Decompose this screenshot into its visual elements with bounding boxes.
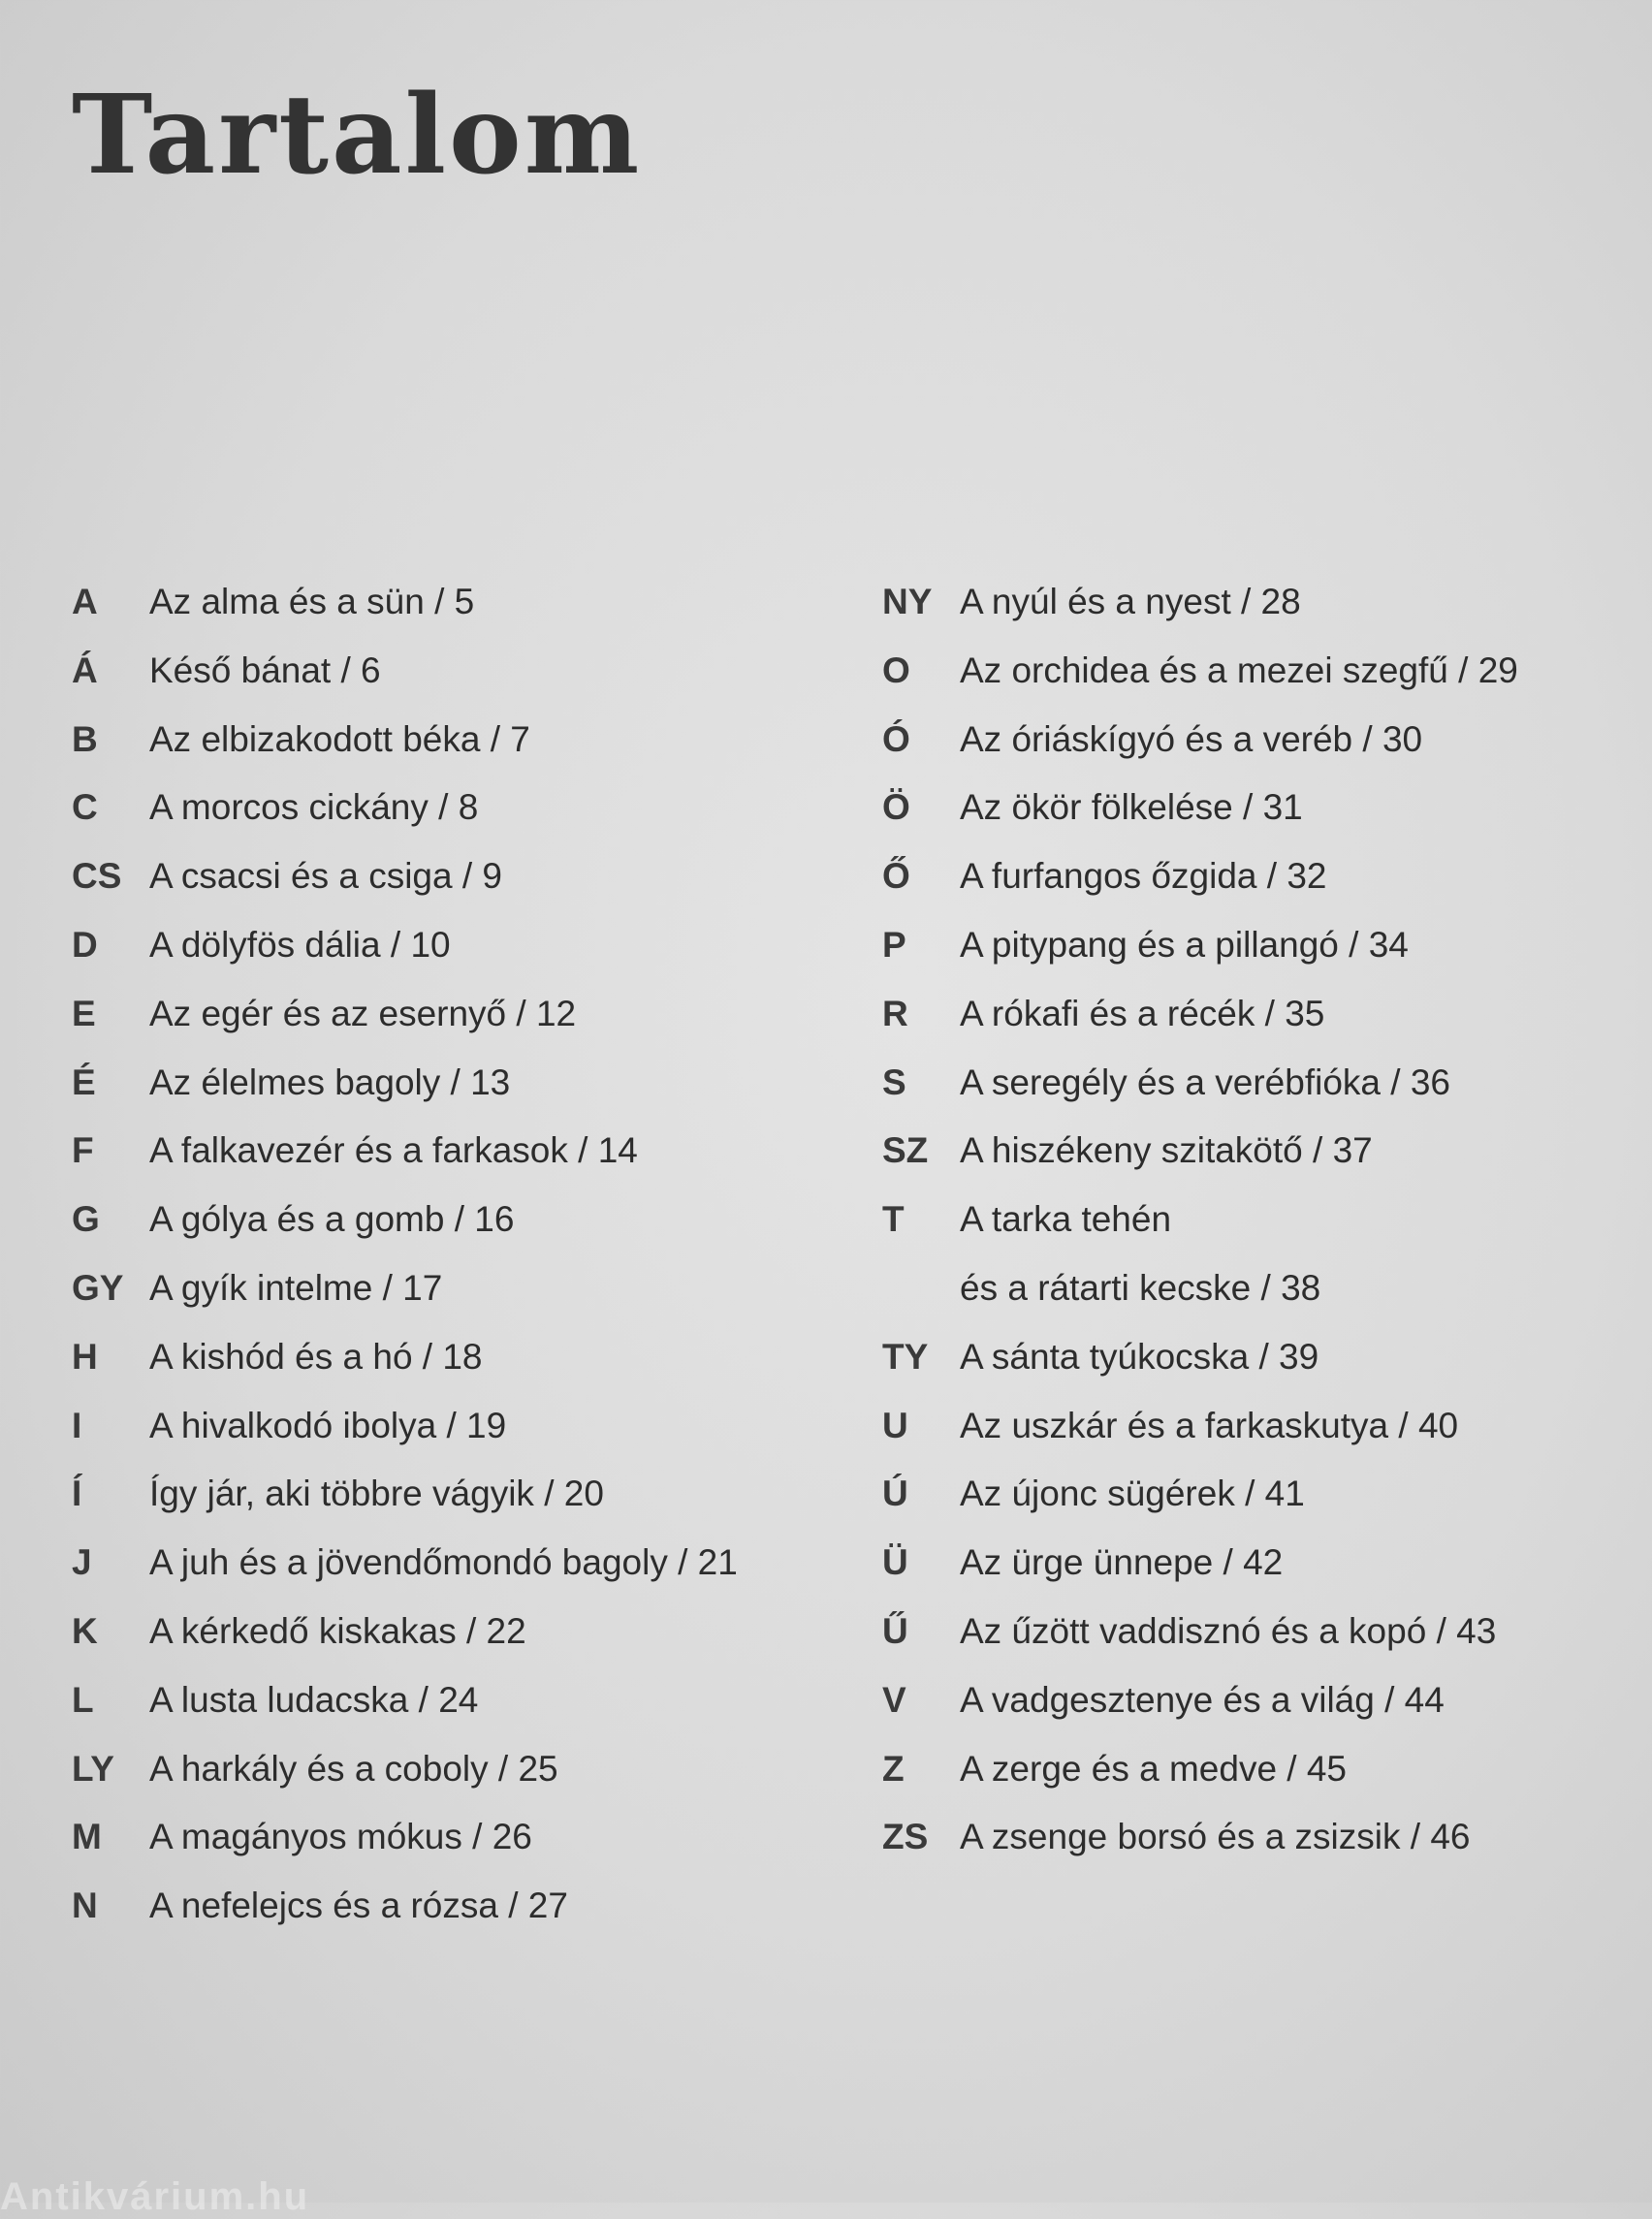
toc-entry — [72, 994, 738, 1062]
toc-right-column — [882, 582, 1518, 1886]
toc-title: A morcos cickány / 8 — [149, 787, 479, 828]
toc-letter: Z — [882, 1748, 905, 1789]
toc-title: Az egér és az esernyő / 12 — [149, 993, 577, 1033]
toc-entry — [72, 787, 738, 856]
toc-letter: D — [72, 924, 98, 965]
toc-entry — [882, 1130, 1518, 1199]
toc-title: A sánta tyúkocska / 39 — [960, 1336, 1319, 1377]
toc-title: A harkály és a coboly / 25 — [149, 1748, 558, 1789]
toc-letter: E — [72, 993, 96, 1033]
toc-entry — [882, 1337, 1518, 1406]
toc-letter: ZS — [882, 1817, 929, 1857]
toc-entry — [72, 1611, 738, 1680]
toc-letter: Ő — [882, 856, 910, 897]
toc-title: A juh és a jövendőmondó bagoly / 21 — [149, 1542, 738, 1583]
toc-entry — [72, 1268, 738, 1337]
toc-entry — [72, 650, 738, 719]
toc-title: A rókafi és a récék / 35 — [960, 993, 1325, 1033]
toc-title: Az élelmes bagoly / 13 — [149, 1062, 511, 1102]
toc-entry — [72, 719, 738, 788]
toc-letter: Í — [72, 1474, 82, 1514]
toc-title: A falkavezér és a farkasok / 14 — [149, 1130, 638, 1171]
toc-title: A lusta ludacska / 24 — [149, 1679, 479, 1720]
toc-entry — [882, 1611, 1518, 1680]
toc-title: A csacsi és a csiga / 9 — [149, 856, 503, 897]
toc-entry — [882, 787, 1518, 856]
toc-entry — [72, 582, 738, 650]
toc-letter: É — [72, 1062, 96, 1102]
toc-entry — [882, 1542, 1518, 1611]
toc-letter: Ö — [882, 787, 910, 828]
toc-letter: TY — [882, 1336, 929, 1377]
toc-letter: H — [72, 1336, 98, 1377]
toc-entry — [72, 1817, 738, 1886]
toc-letter: CS — [72, 856, 122, 897]
toc-entry — [72, 1749, 738, 1818]
toc-letter: O — [882, 650, 910, 690]
toc-title: A hiszékeny szitakötő / 37 — [960, 1130, 1373, 1171]
toc-entry — [882, 650, 1518, 719]
toc-entry — [882, 1062, 1518, 1131]
toc-title: Az alma és a sün / 5 — [149, 582, 475, 621]
toc-entry — [72, 1680, 738, 1749]
toc-letter: J — [72, 1542, 92, 1583]
watermark: Antikvárium.hu — [0, 2175, 310, 2218]
toc-letter: LY — [72, 1748, 114, 1789]
toc-letter: Ó — [882, 718, 910, 759]
toc-letter: N — [72, 1886, 98, 1926]
toc-title: A kérkedő kiskakas / 22 — [149, 1610, 526, 1651]
toc-entry — [72, 1199, 738, 1268]
toc-entry — [882, 1474, 1518, 1542]
toc-title: A nyúl és a nyest / 28 — [960, 582, 1301, 621]
toc-letter: K — [72, 1610, 98, 1651]
toc-entry — [72, 925, 738, 994]
toc-title: Az űzött vaddisznó és a kopó / 43 — [960, 1610, 1497, 1651]
toc-entry — [72, 1406, 738, 1474]
toc-entry — [72, 1542, 738, 1611]
toc-entry — [72, 856, 738, 925]
toc-title: Az elbizakodott béka / 7 — [149, 718, 530, 759]
toc-entry — [882, 925, 1518, 994]
toc-entry — [882, 1406, 1518, 1474]
toc-title: A kishód és a hó / 18 — [149, 1336, 483, 1377]
toc-entry — [882, 582, 1518, 650]
toc-title: A pitypang és a pillangó / 34 — [960, 924, 1409, 965]
page-title: Tartalom — [72, 72, 643, 199]
toc-title: Az újonc sügérek / 41 — [960, 1474, 1305, 1514]
toc-title: Az ürge ünnepe / 42 — [960, 1542, 1284, 1583]
toc-entry — [882, 1199, 1518, 1268]
toc-entry — [882, 856, 1518, 925]
toc-letter: V — [882, 1679, 906, 1720]
toc-title: Az orchidea és a mezei szegfű / 29 — [960, 650, 1518, 690]
toc-letter: M — [72, 1817, 102, 1857]
toc-title: és a rátarti kecske / 38 — [960, 1267, 1321, 1308]
toc-letter: I — [72, 1405, 82, 1445]
toc-title: A hivalkodó ibolya / 19 — [149, 1405, 507, 1445]
toc-entry — [72, 1337, 738, 1406]
toc-letter: B — [72, 718, 98, 759]
toc-letter: R — [882, 993, 908, 1033]
toc-title: A gólya és a gomb / 16 — [149, 1199, 515, 1240]
toc-letter: T — [882, 1199, 905, 1240]
toc-left-column — [72, 582, 738, 1954]
toc-title: A furfangos őzgida / 32 — [960, 856, 1327, 897]
toc-letter: L — [72, 1679, 94, 1720]
toc-letter: SZ — [882, 1130, 929, 1171]
toc-entry — [72, 1062, 738, 1131]
toc-letter: NY — [882, 582, 933, 621]
toc-letter: U — [882, 1405, 908, 1445]
toc-title: Az óriáskígyó és a veréb / 30 — [960, 718, 1423, 759]
toc-title: Így jár, aki többre vágyik / 20 — [149, 1474, 604, 1514]
toc-title: A vadgesztenye és a világ / 44 — [960, 1679, 1445, 1720]
toc-entry — [882, 1749, 1518, 1818]
toc-entry — [882, 1268, 1518, 1337]
toc-title: A zsenge borsó és a zsizsik / 46 — [960, 1817, 1471, 1857]
toc-title: A dölyfös dália / 10 — [149, 924, 451, 965]
toc-letter: F — [72, 1130, 94, 1171]
toc-entry — [72, 1474, 738, 1542]
toc-entry — [72, 1130, 738, 1199]
toc-letter: Ú — [882, 1474, 908, 1514]
toc-letter: Á — [72, 650, 98, 690]
toc-title: A gyík intelme / 17 — [149, 1267, 443, 1308]
toc-letter: P — [882, 924, 906, 965]
toc-letter: G — [72, 1199, 100, 1240]
toc-title: Az ökör fölkelése / 31 — [960, 787, 1303, 828]
toc-title: Az uszkár és a farkaskutya / 40 — [960, 1405, 1459, 1445]
toc-letter: S — [882, 1062, 906, 1102]
toc-letter: C — [72, 787, 98, 828]
toc-entry — [882, 1680, 1518, 1749]
toc-letter: GY — [72, 1267, 124, 1308]
toc-letter: A — [72, 582, 98, 621]
toc-entry — [882, 994, 1518, 1062]
toc-letter: Ü — [882, 1542, 908, 1583]
toc-title: A nefelejcs és a rózsa / 27 — [149, 1886, 568, 1926]
toc-title: A seregély és a verébfióka / 36 — [960, 1062, 1450, 1102]
toc-entry — [882, 1817, 1518, 1886]
toc-letter: Ű — [882, 1610, 908, 1651]
toc-title: A magányos mókus / 26 — [149, 1817, 532, 1857]
toc-entry — [882, 719, 1518, 788]
toc-title: A zerge és a medve / 45 — [960, 1748, 1348, 1789]
toc-title: Késő bánat / 6 — [149, 650, 381, 690]
toc-entry — [72, 1886, 738, 1954]
toc-title: A tarka tehén — [960, 1199, 1172, 1240]
